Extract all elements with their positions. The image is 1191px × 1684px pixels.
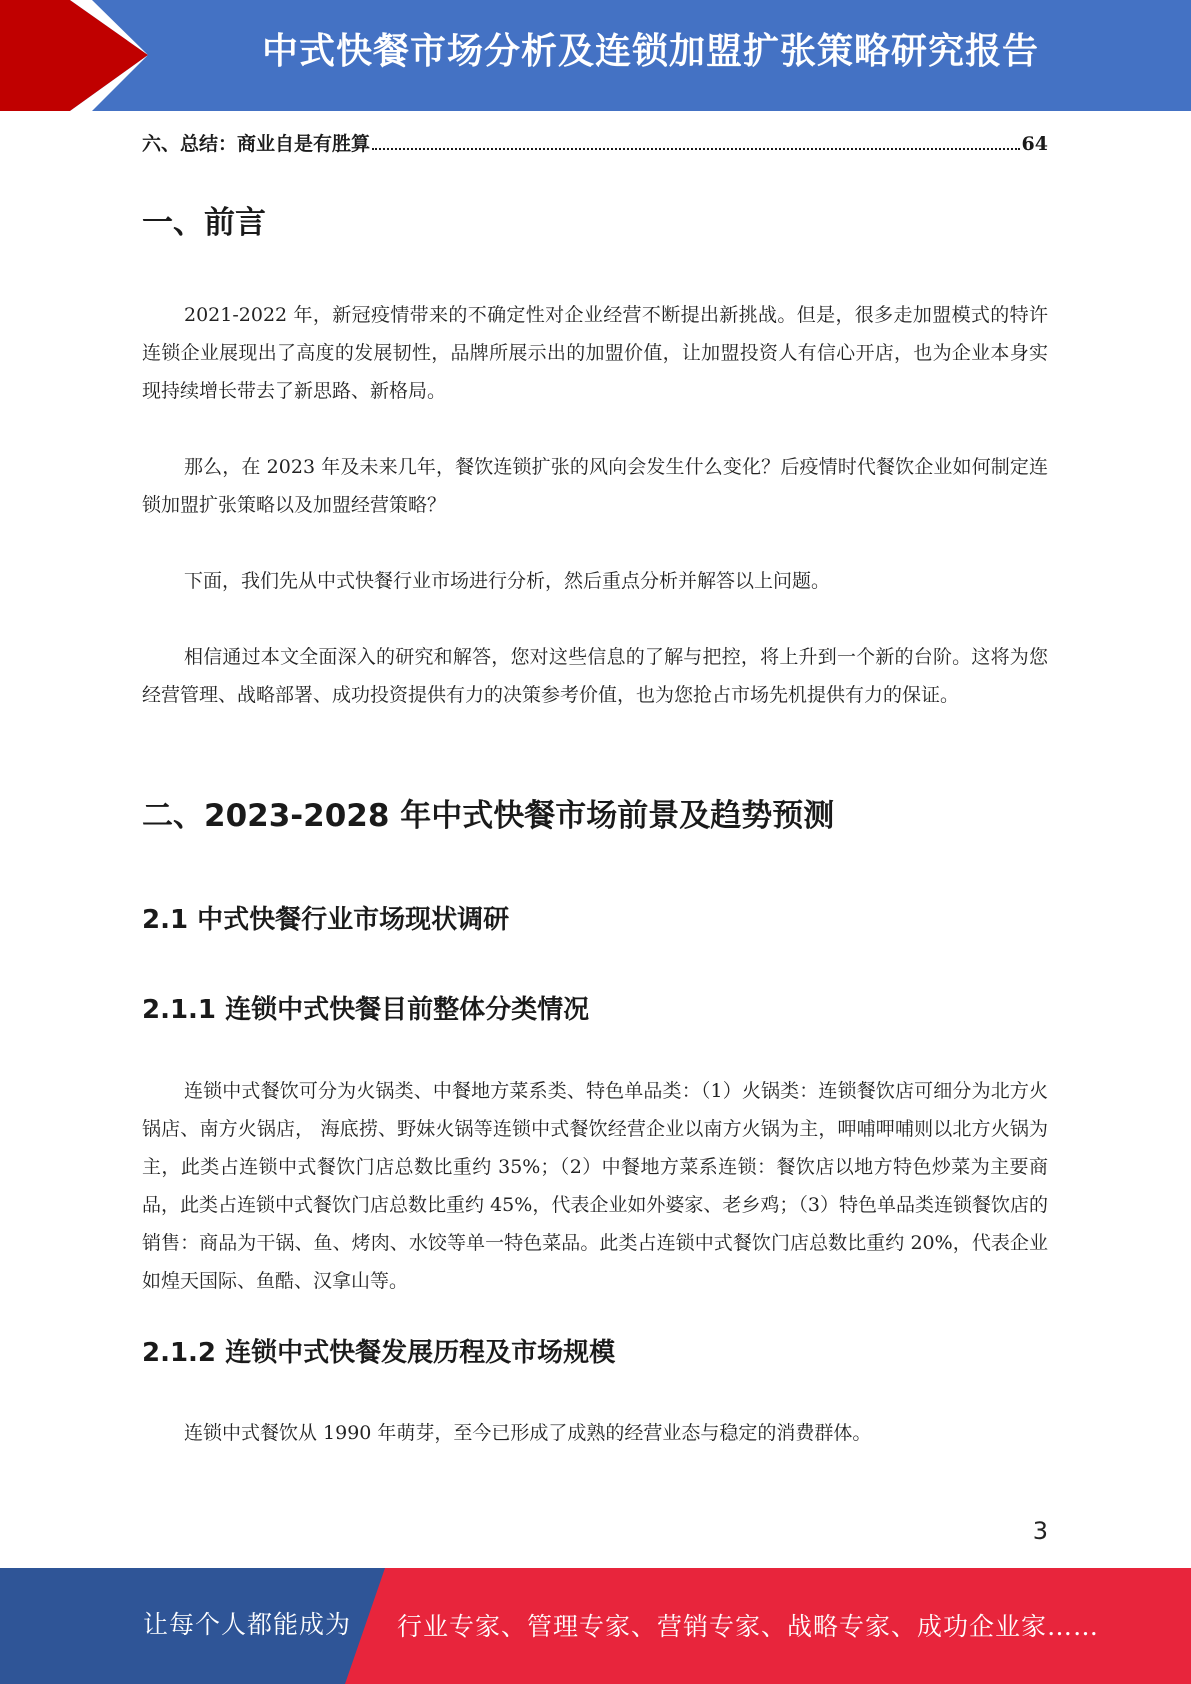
- paragraph-2-1-1: 连锁中式餐饮可分为火锅类、中餐地方菜系类、特色单品类：（1）火锅类：连锁餐饮店可细分为北方火锅店、南方火锅店， 海底捞、野妹火锅等连锁中式餐饮经营企业以南方火锅为主，呷哺呷哺则以北方火锅为主，此类占连锁中式餐饮门店总数比重约 35%；（2）中餐地方菜系连锁：餐饮店以地方特色炒菜为主要商品，此类占连锁中式餐饮门店总数比重约 45%，代表企业如外婆家、老乡鸡；（3）特色单品类连锁餐饮店的销售：商品为干锅、鱼、烤肉、水饺等单一特色菜品。此类占连锁中式餐饮门店总数比重约 20%，代表企业如煌天国际、鱼酷、汉拿山等。: [142, 1080, 1048, 1292]
- intro-paragraph: 相信通过本文全面深入的研究和解答，您对这些信息的了解与把控，将上升到一个新的台阶。这将为您经营管理、战略部署、成功投资提供有力的决策参考价值，也为您抢占市场先机提供有力的保证。: [142, 646, 1048, 706]
- page-footer: [0, 1568, 1191, 1684]
- intro-paragraph: 那么，在 2023 年及未来几年，餐饮连锁扩张的风向会发生什么变化？后疫情时代餐饮企业如何制定连锁加盟扩张策略以及加盟经营策略？: [142, 456, 1048, 516]
- intro-paragraph: 2021-2022 年，新冠疫情带来的不确定性对企业经营不断提出新挑战。但是，很多走加盟模式的特许连锁企业展现出了高度的发展韧性，品牌所展示出的加盟价值，让加盟投资人有信心开店，也为企业本身实现持续增长带去了新思路、新格局。: [142, 304, 1048, 402]
- section-heading-preface: 一、前言: [142, 205, 266, 241]
- toc-leader-dots: [372, 147, 1020, 150]
- section-heading-forecast: 二、2023-2028 年中式快餐市场前景及趋势预测: [142, 798, 835, 834]
- intro-paragraph: 下面，我们先从中式快餐行业市场进行分析，然后重点分析并解答以上问题。: [184, 570, 831, 592]
- toc-entry[interactable]: [142, 130, 1048, 158]
- report-title: 中式快餐市场分析及连锁加盟扩张策略研究报告: [261, 31, 1039, 72]
- subsection-heading-2-1: 2.1 中式快餐行业市场现状调研: [142, 905, 510, 935]
- header-chevron-decoration: [0, 0, 160, 111]
- footer-slogan-right: 行业专家、管理专家、营销专家、战略专家、成功企业家……: [397, 1612, 1100, 1641]
- toc-entry-page: 64: [1021, 133, 1048, 155]
- subsection-heading-2-1-2: 2.1.2 连锁中式快餐发展历程及市场规模: [142, 1338, 616, 1368]
- toc-entry-label: 六、总结：商业自是有胜算: [142, 133, 371, 155]
- footer-slogan-left: 让每个人都能成为: [143, 1610, 352, 1639]
- page-header: [0, 0, 1191, 111]
- paragraph-2-1-2: 连锁中式餐饮从 1990 年萌芽，至今已形成了成熟的经营业态与稳定的消费群体。: [184, 1422, 872, 1444]
- page-number: 3: [1032, 1517, 1048, 1545]
- subsection-heading-2-1-1: 2.1.1 连锁中式快餐目前整体分类情况: [142, 995, 590, 1025]
